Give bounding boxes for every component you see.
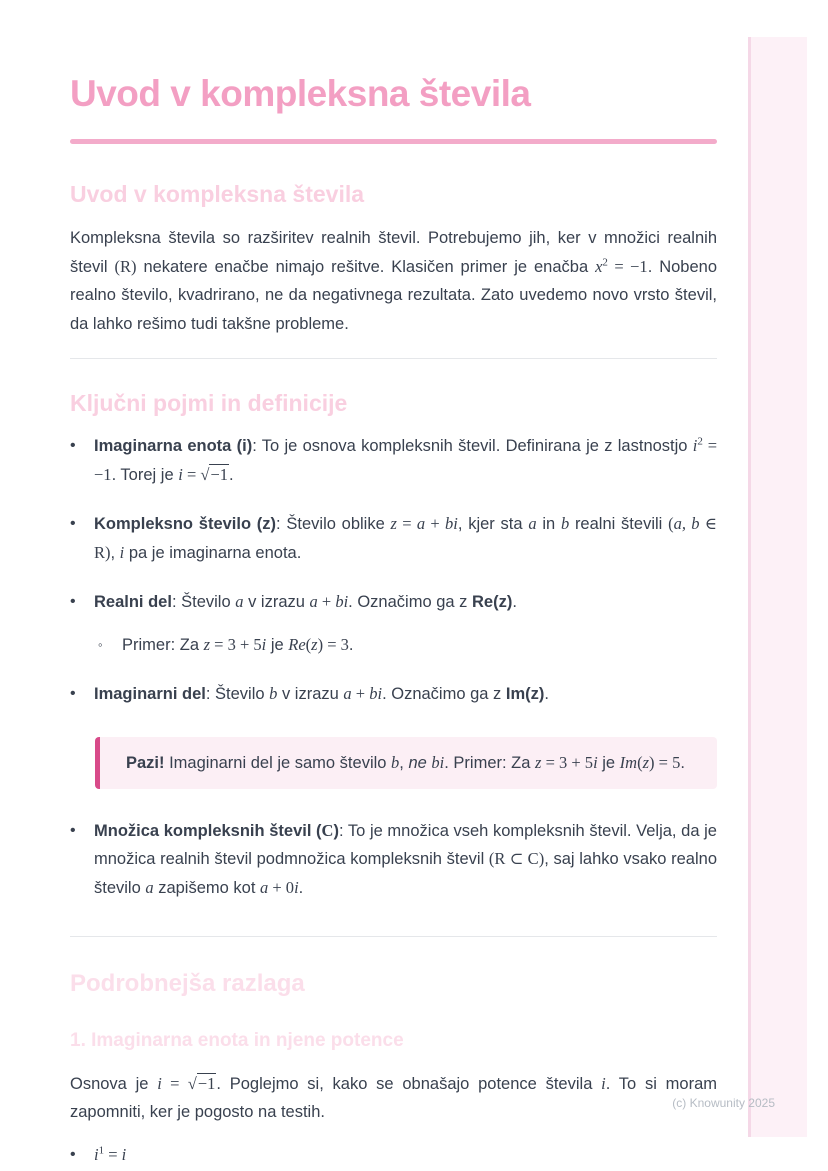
warning-callout: [95, 737, 717, 789]
sub-bullet-icon: ◦: [98, 636, 103, 652]
page-title: Uvod v kompleksna števila: [70, 73, 531, 114]
section-divider-2: [70, 936, 717, 937]
list-item-text: Realni del: Število a v izrazu a + bi. Označimo ga z Re(z).: [94, 592, 517, 612]
warning-callout-text: Pazi! Imaginarni del je samo število b, ne bi. Primer: Za z = 3 + 5i je Im(z) = 5.: [126, 752, 685, 772]
bullet-icon: •: [70, 593, 76, 611]
list-item-real-part: [70, 588, 717, 659]
list-item-text: Kompleksno število (z): Število oblike z = a + bi, kjer sta a in b realni števili (a, b ∈ R), i pa je imaginarna enota.: [94, 514, 718, 562]
subsection-heading-powers: 1. Imaginarna enota in njene potence: [70, 1030, 404, 1052]
section-heading-details: Podrobnejša razlaga: [70, 970, 305, 998]
list-item-text: Množica kompleksnih števil (C): To je množica vseh kompleksnih števil. Velja, da je množica realnih števil podmnožica kompleksnih števil (R ⊂ C), saj lahko vsako realno število a zapišemo kot a + 0i.: [94, 820, 717, 897]
section-key-terms: [70, 389, 717, 902]
section-heading-key-terms: Ključni pojmi in definicije: [70, 390, 348, 417]
intro-paragraph: Kompleksna števila so razširitev realnih števil. Potrebujemo jih, ker v množici realnih števil (R) nekatere enačbe nimajo rešitve. Klasičen primer je enačba $x^2 = -1$. Nobeno realno število, kvadrirano, ne da negativnega rezultata. Zato uvedemo novo vrsto števil, da lahko rešimo tudi takšne probleme.: [70, 229, 717, 333]
bullet-icon: •: [70, 515, 76, 533]
list-item-text: $i^1 = i$: [94, 1144, 127, 1164]
list-item-imaginary-unit: [70, 432, 717, 489]
right-pink-stripe: [748, 37, 807, 1137]
section-details: [70, 969, 717, 1169]
list-item-complex-number: [70, 510, 717, 567]
list-item-real-part-example: [98, 631, 717, 660]
section-intro: [70, 180, 717, 339]
bullet-icon: •: [70, 437, 76, 455]
bullet-icon: •: [70, 821, 76, 839]
document-content: [70, 0, 717, 1169]
section-divider-1: [70, 358, 717, 359]
powers-paragraph: Osnova je i = √−1. Poglejmo si, kako se obnašajo potence števila i. To si moram zapomniti, ker je pogosto na testih.: [70, 1073, 717, 1122]
definitions-list-continued: [70, 817, 717, 903]
bullet-icon: •: [70, 685, 76, 703]
list-item-text: Imaginarni del: Število b v izrazu a + bi. Označimo ga z Im(z).: [94, 684, 549, 704]
bullet-icon: •: [70, 1145, 76, 1163]
list-item-text: Imaginarna enota (i): To je osnova kompleksnih števil. Definirana je z lastnostjo $i^2 = -1$. Torej je i = √−1.: [94, 435, 718, 484]
footer-credit: (c) Knowunity 2025: [672, 1096, 775, 1110]
list-item-complex-set: [70, 817, 717, 903]
powers-list: [70, 1141, 717, 1170]
list-item-text: Primer: Za z = 3 + 5i je Re(z) = 3.: [122, 634, 354, 654]
real-part-sublist: [98, 631, 717, 660]
section-heading-intro: Uvod v kompleksna števila: [70, 180, 365, 207]
title-underline-bar: [70, 139, 717, 144]
list-item-i-power-1: [70, 1141, 717, 1170]
definitions-list: [70, 432, 717, 709]
list-item-imaginary-part: [70, 680, 717, 709]
